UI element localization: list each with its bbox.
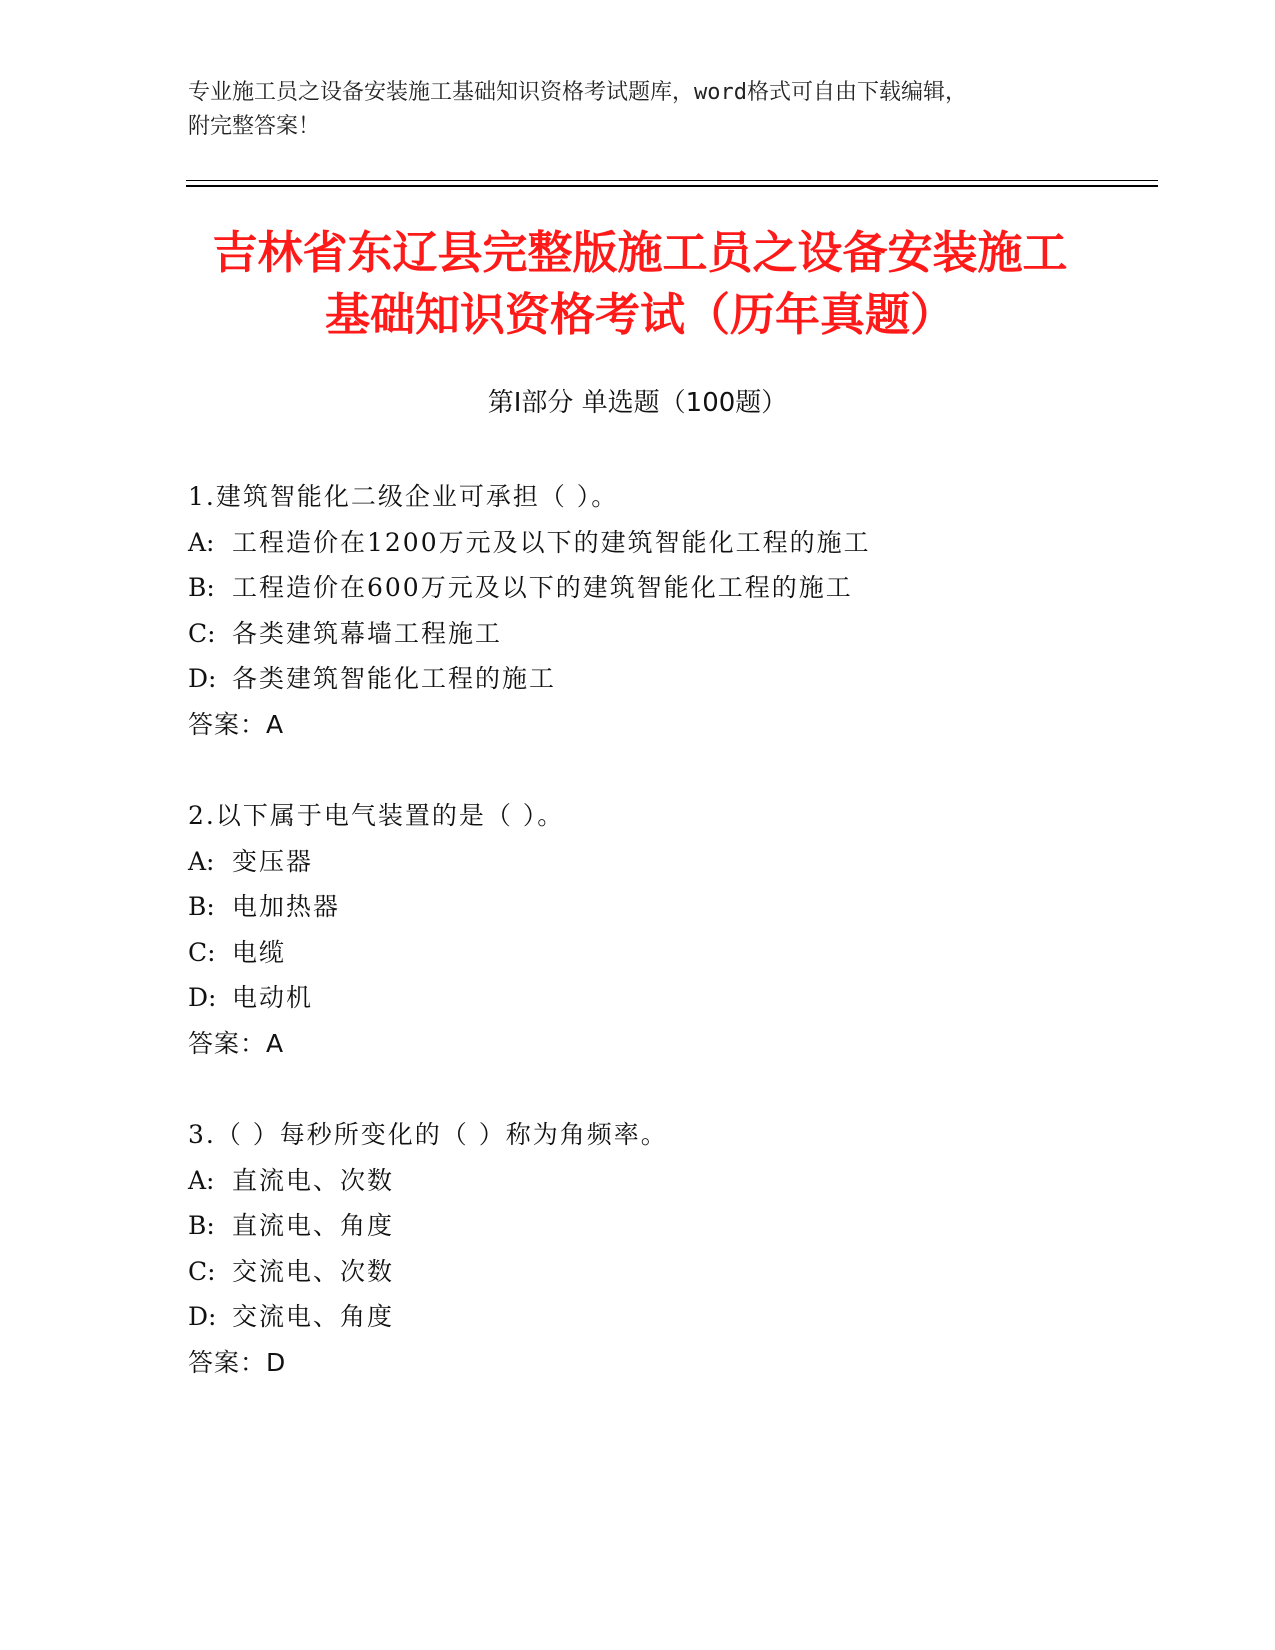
question-1 <box>188 474 1188 747</box>
option-c <box>188 611 1188 657</box>
option-key: D: <box>188 1302 217 1331</box>
option-text: 工程造价在1200万元及以下的建筑智能化工程的施工 <box>232 527 871 557</box>
option-d <box>188 656 1188 702</box>
question-stem: 1.建筑智能化二级企业可承担（ ）。 <box>188 482 619 511</box>
option-b <box>188 884 1188 930</box>
option-a <box>188 1158 1188 1204</box>
question-stem: 3.（ ）每秒所变化的（ ）称为角频率。 <box>188 1120 668 1149</box>
question-2 <box>188 793 1188 1066</box>
option-key: D: <box>188 664 217 693</box>
option-b <box>188 565 1188 611</box>
header-divider-thick <box>186 185 1158 187</box>
option-key: B: <box>188 573 215 602</box>
section-heading: 第Ⅰ部分 单选题（100题） <box>487 388 788 418</box>
option-d <box>188 975 1188 1021</box>
option-key: C: <box>188 937 216 967</box>
option-text: 电加热器 <box>232 892 341 921</box>
document-title <box>150 222 1130 346</box>
option-c <box>188 1249 1188 1295</box>
header-divider-thin <box>186 180 1158 181</box>
option-c <box>188 930 1188 976</box>
question-stem: 2.以下属于电气装置的是（ ）。 <box>188 801 565 830</box>
option-key: A: <box>188 527 215 557</box>
option-text: 直流电、次数 <box>232 1165 395 1195</box>
header-note <box>188 76 1088 144</box>
option-text: 工程造价在600万元及以下的建筑智能化工程的施工 <box>232 573 853 602</box>
option-text: 交流电、角度 <box>232 1302 395 1331</box>
option-text: 电动机 <box>232 983 314 1012</box>
option-key: D: <box>188 983 217 1012</box>
header-note-line-1: 专业施工员之设备安装施工基础知识资格考试题库，word格式可自由下载编辑， <box>188 80 967 105</box>
option-b <box>188 1203 1188 1249</box>
question-3 <box>188 1112 1188 1385</box>
title-line-1: 吉林省东辽县完整版施工员之设备安装施工 <box>212 226 1068 279</box>
option-key: A: <box>188 1165 215 1195</box>
title-line-2: 基础知识资格考试（历年真题） <box>324 288 955 341</box>
option-text: 直流电、角度 <box>232 1211 395 1240</box>
option-text: 电缆 <box>232 937 287 967</box>
option-text: 交流电、次数 <box>232 1256 395 1286</box>
option-key: C: <box>188 618 216 648</box>
header-note-line-2: 附完整答案！ <box>188 114 321 139</box>
option-text: 各类建筑幕墙工程施工 <box>232 618 503 648</box>
answer: 答案：A <box>188 1028 285 1058</box>
option-key: C: <box>188 1256 216 1286</box>
answer: 答案：A <box>188 709 285 739</box>
option-text: 变压器 <box>232 846 314 876</box>
option-a <box>188 839 1188 885</box>
option-key: B: <box>188 892 215 921</box>
option-key: B: <box>188 1211 215 1240</box>
option-a <box>188 520 1188 566</box>
option-key: A: <box>188 846 215 876</box>
option-d <box>188 1294 1188 1340</box>
option-text: 各类建筑智能化工程的施工 <box>232 664 557 693</box>
answer: 答案：D <box>188 1347 287 1377</box>
